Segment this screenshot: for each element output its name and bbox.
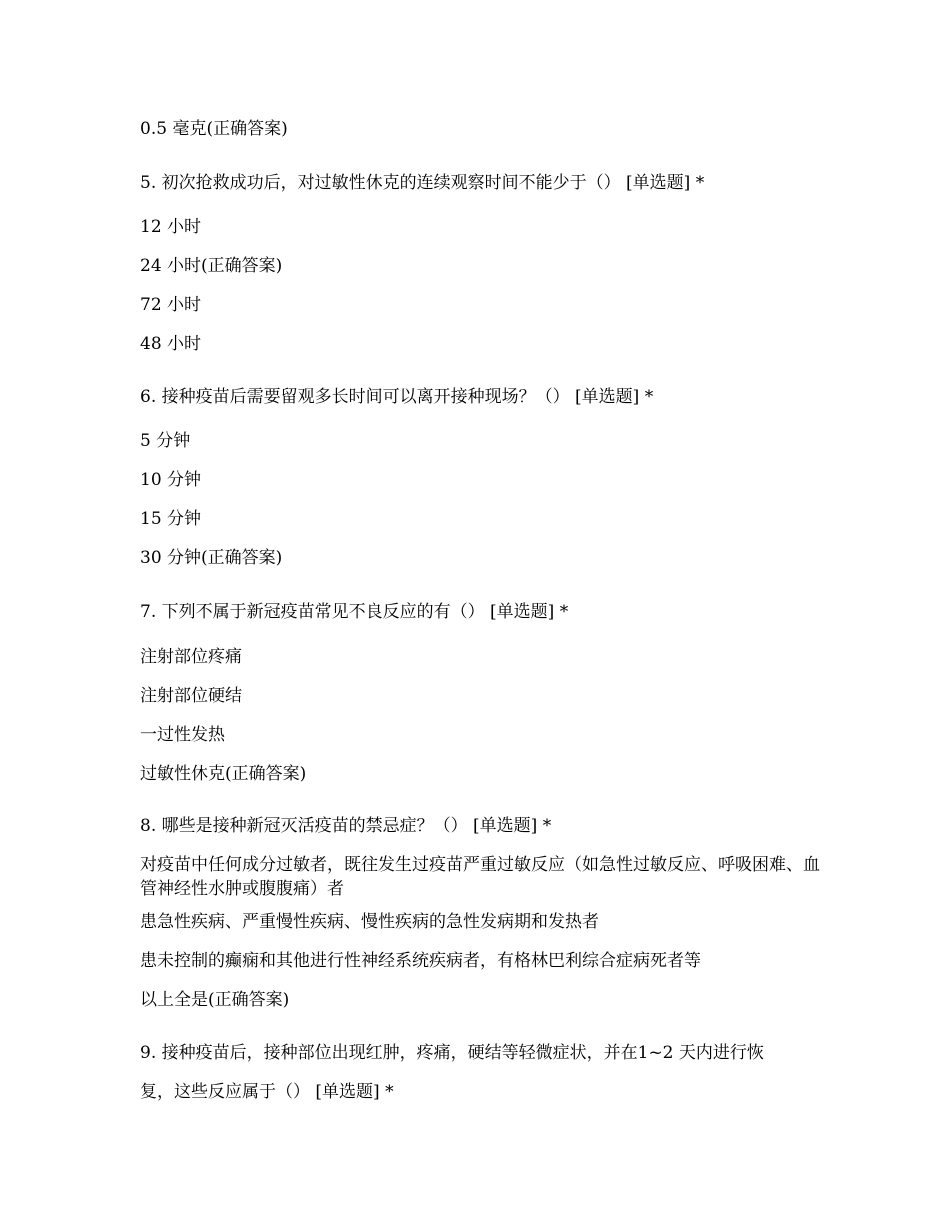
option-text: 0.5 毫克(正确答案) xyxy=(140,119,288,139)
option-text: 10 分钟 xyxy=(140,470,202,490)
option-text: 15 分钟 xyxy=(140,509,202,529)
question-8-title: 8. 哪些是接种新冠灭活疫苗的禁忌症？（） [单选题] * xyxy=(140,816,552,836)
option-text: 72 小时 xyxy=(140,295,202,315)
question-5-title: 5. 初次抢救成功后，对过敏性休克的连续观察时间不能少于（） [单选题] * xyxy=(140,173,705,193)
option-text: 患急性疾病、严重慢性疾病、慢性疾病的急性发病期和发热者 xyxy=(140,912,599,932)
option-text: 30 分钟(正确答案) xyxy=(140,548,283,568)
option-text: 一过性发热 xyxy=(140,725,225,745)
question-7-title: 7. 下列不属于新冠疫苗常见不良反应的有（） [单选题] * xyxy=(140,602,569,622)
option-text: 48 小时 xyxy=(140,334,202,354)
question-9-title-line-1: 9. 接种疫苗后，接种部位出现红肿，疼痛，硬结等轻微症状，并在1~2 天内进行恢 xyxy=(140,1043,764,1063)
option-text: 对疫苗中任何成分过敏者，既往发生过疫苗严重过敏反应（如急性过敏反应、呼吸困难、血管神经性水肿或腹腹痛）者 xyxy=(140,855,820,899)
option-text: 患未控制的癫痫和其他进行性神经系统疾病者，有格林巴利综合症病死者等 xyxy=(140,951,701,971)
option-text: 注射部位硬结 xyxy=(140,686,242,706)
option-text: 过敏性休克(正确答案) xyxy=(140,764,307,784)
option-text: 注射部位疼痛 xyxy=(140,647,242,667)
option-text: 12 小时 xyxy=(140,217,202,237)
option-text: 24 小时(正确答案) xyxy=(140,256,283,276)
question-6-title: 6. 接种疫苗后需要留观多长时间可以离开接种现场？（） [单选题] * xyxy=(140,387,654,407)
question-9-title-line-2: 复，这些反应属于（） [单选题] * xyxy=(140,1082,394,1102)
option-text: 以上全是(正确答案) xyxy=(140,990,290,1010)
option-text: 5 分钟 xyxy=(140,431,191,451)
